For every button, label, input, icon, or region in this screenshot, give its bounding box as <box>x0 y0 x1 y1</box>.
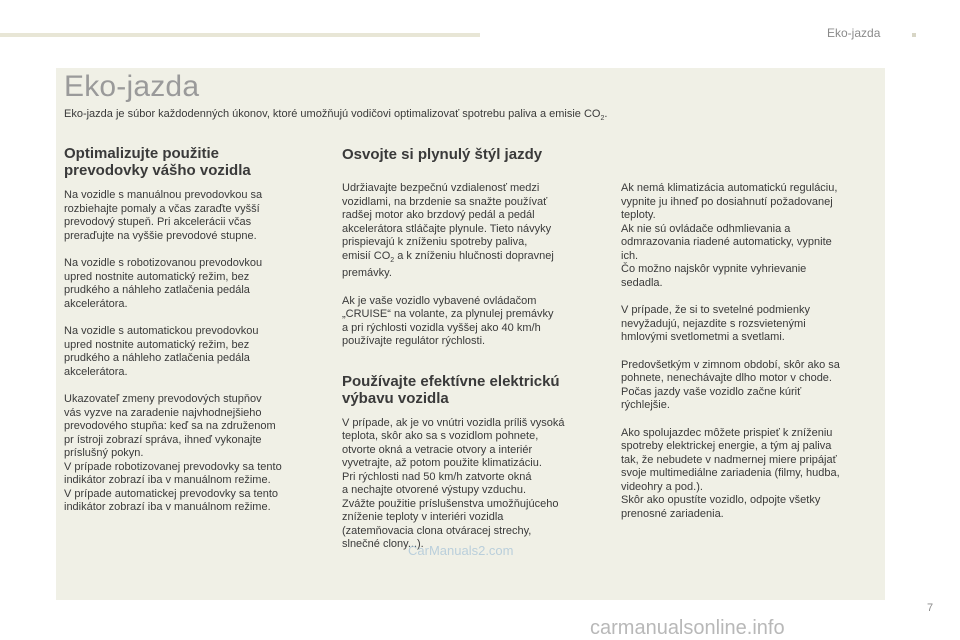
watermark-text: CarManuals2.com <box>408 543 514 558</box>
section-heading-gearbox: Optimalizujte použitie prevodovky vášho vozidla <box>64 145 251 179</box>
footer-watermark: carmanualsonline.info <box>590 617 785 639</box>
paragraph: Ukazovateľ zmeny prevodových stupňov vás vyzve na zaradenie najvhodnejšieho prevodového stupňa: keď sa na združenom pr ístroji zobrazí správa, ihneď vykonajte príslušný pokyn. V prípade robotizovanej prevodovky sa tento indikátor zobrazí iba v manuálnom režime. V prípade automatickej prevodovky sa tento indikátor zobrazí iba v manuálnom režime. <box>64 393 282 513</box>
paragraph: Na vozidle s manuálnou prevodovkou sa rozbiehajte pomaly a včas zaraďte vyšší prevodový stupeň. Pri akcelerácii včas preraďujte na vyššie prevodové stupne. <box>64 189 263 242</box>
paragraph: Predovšetkým v zimnom období, skôr ako sa pohnete, nenechávajte dlho motor v chode. Počas jazdy vaše vozidlo začne kúriť rýchlejšie. <box>621 358 840 411</box>
paragraph: Ako spolujazdec môžete prispieť k zníženiu spotreby elektrickej energie, a tým aj paliva tak, že nebudete v nadmernej miere pripájať svoje multimediálne zariadenia (filmy, hudba, videohry a pod.). Skôr ako opustíte vozidlo, odpojte všetky prenosné zariadenia. <box>621 426 840 520</box>
section-heading-electrical: Používajte efektívne elektrickú výbavu vozidla <box>342 372 560 407</box>
page-number: 7 <box>927 602 934 614</box>
chapter-title: Eko-jazda <box>827 26 881 40</box>
paragraph: Ak nemá klimatizácia automatickú reguláciu, vypnite ju ihneď po dosiahnutí požadovanej teploty. Ak nie sú ovládače odhmlievania a odmrazovania riadené automaticky, vypnite ich. Čo možno najskôr vypnite vyhrievanie sedadla. <box>621 182 838 289</box>
paragraph: Ak je vaše vozidlo vybavené ovládačom „CRUISE“ na volante, za plynulej premávky a pri rýchlosti vozidla vyššej ako 40 km/h používajte regulátor rýchlosti. <box>342 294 554 348</box>
intro-text: Eko-jazda je súbor každodenných úkonov, ktoré umožňujú vodičovi optimalizovať spotrebu paliva a emisie $CO_2$. <box>64 108 608 123</box>
header-marker <box>912 33 916 37</box>
paragraph: V prípade, že si to svetelné podmienky nevyžadujú, nejazdite s rozsvietenými hmlovými svetlometmi a svetlami. <box>621 304 810 343</box>
header-rule <box>0 33 480 37</box>
column-gearbox <box>64 145 304 529</box>
section-heading-driving-style: Osvojte si plynulý štýl jazdy <box>342 146 543 163</box>
paragraph: V prípade, ak je vo vnútri vozidla príliš vysoká teplota, skôr ako sa s vozidlom pohnete, otvorte okná a vetracie otvory a interiér vyvetrajte, až potom použite klimatizáciu. Pri rýchlosti nad 50 km/h zatvorte okná a nechajte otvorené výstupy vzduchu. Zvážte použitie príslušenstva umožňujúceho zníženie teploty v interiéri vozidla (zatemňovacia clona otváracej strechy, slnečné clony...). <box>342 416 565 551</box>
page-title: Eko-jazda <box>64 70 200 103</box>
column-electrical-continued <box>621 182 871 535</box>
paragraph: Na vozidle s robotizovanou prevodovkou upred nostnite automatický režim, bez prudkého a náhleho zatlačenia pedála akcelerátora. <box>64 257 263 310</box>
paragraph: Na vozidle s automatickou prevodovkou upred nostnite automatický režim, bez prudkého a náhleho zatlačenia pedála akcelerátora. <box>64 325 259 378</box>
column-driving-style <box>342 146 602 566</box>
paragraph: Udržiavajte bezpečnú vzdialenosť medzi vozidlami, na brzdenie sa snažte používať radšej motor ako brzdový pedál a pedál akcelerátora stláčajte plynule. Tieto návyky prispievajú k zníženiu spotreby paliva, emisií $CO_2$ a k zníženiu hlučnosti dopravnej premávky. <box>342 182 554 280</box>
